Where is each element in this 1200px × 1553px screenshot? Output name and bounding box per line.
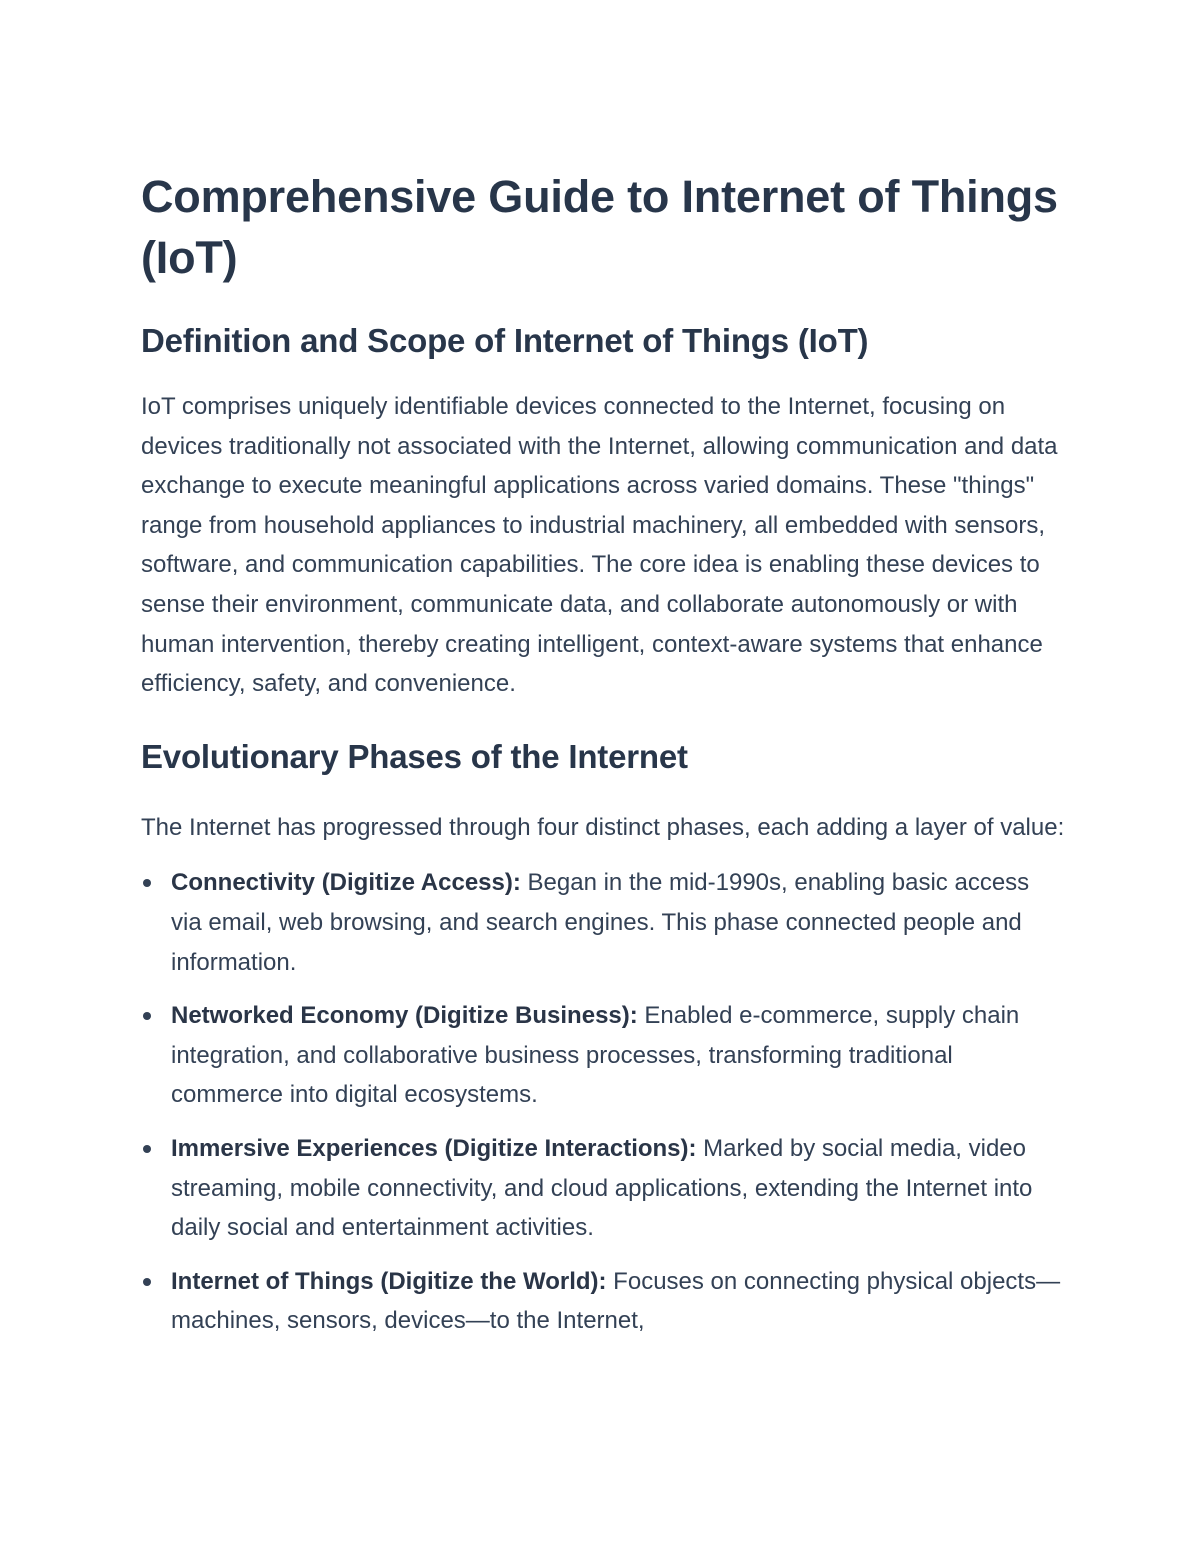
list-item-label: Immersive Experiences (Digitize Interactions): bbox=[171, 1134, 697, 1162]
list-item-text: Focuses on connecting physical objects—machines, sensors, devices—to the Internet, bbox=[171, 1267, 1061, 1335]
list-item bbox=[141, 1262, 1066, 1341]
section-paragraph-evolution-intro: The Internet has progressed through four distinct phases, each adding a layer of value: bbox=[141, 813, 1065, 841]
list-item-text: Began in the mid-1990s, enabling basic access via email, web browsing, and search engines. This phase connected people and information. bbox=[171, 869, 1030, 976]
bullet-icon bbox=[143, 1145, 151, 1153]
list-item bbox=[141, 863, 1066, 982]
list-item bbox=[141, 996, 1066, 1115]
bullet-icon bbox=[143, 1278, 151, 1286]
document-page bbox=[141, 166, 1066, 1355]
section-paragraph-definition: IoT comprises uniquely identifiable devices connected to the Internet, focusing on devices traditionally not associated with the Internet, allowing communication and data exchange to execute meaningful applications across varied domains. These "things" range from household appliances to industrial machinery, all embedded with sensors, software, and communication capabilities. The core idea is enabling these devices to sense their environment, communicate data, and collaborate autonomously or with human intervention, thereby creating intelligent, context-aware systems that enhance efficiency, safety, and convenience. bbox=[141, 393, 1058, 698]
list-item-text: Enabled e-commerce, supply chain integration, and collaborative business processes, transforming traditional commerce into digital ecosystems. bbox=[171, 1002, 1020, 1109]
bullet-icon bbox=[143, 879, 151, 887]
list-item-label: Internet of Things (Digitize the World): bbox=[171, 1267, 607, 1295]
phase-list bbox=[141, 863, 1066, 1341]
section-heading-definition: Definition and Scope of Internet of Things (IoT) bbox=[141, 322, 869, 359]
list-item-label: Connectivity (Digitize Access): bbox=[171, 869, 521, 897]
list-item bbox=[141, 1129, 1066, 1248]
page-title: Comprehensive Guide to Internet of Things (IoT) bbox=[141, 171, 1058, 283]
section-heading-evolution: Evolutionary Phases of the Internet bbox=[141, 737, 688, 775]
bullet-icon bbox=[143, 1012, 151, 1020]
list-item-label: Networked Economy (Digitize Business): bbox=[171, 1002, 638, 1030]
list-item-text: Marked by social media, video streaming, mobile connectivity, and cloud applications, extending the Internet into daily social and entertainment activities. bbox=[171, 1134, 1033, 1242]
